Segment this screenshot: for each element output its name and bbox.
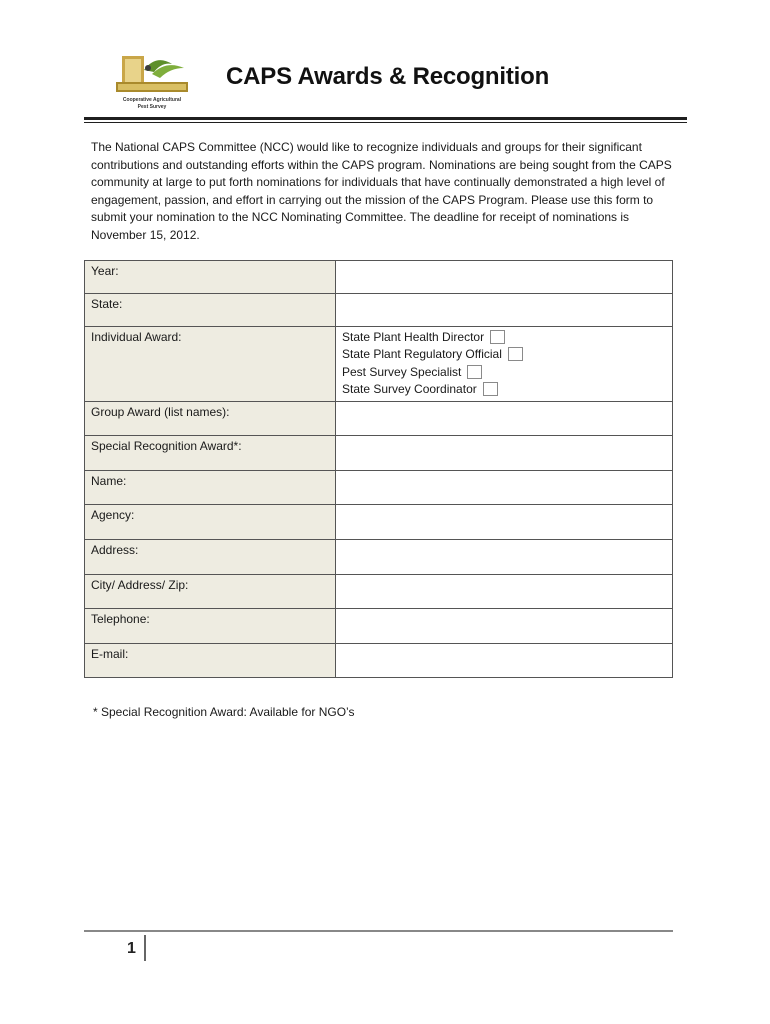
form-row-name [85, 471, 673, 505]
checkbox-state-plant-health-director[interactable] [490, 330, 505, 344]
form-row-telephone [85, 609, 673, 644]
address-label: Address: [85, 540, 336, 575]
checkbox-state-survey-coordinator[interactable] [483, 382, 498, 396]
state-label: State: [85, 294, 336, 327]
logo-text-line2: Pest Survey [137, 104, 167, 110]
telephone-field[interactable] [336, 609, 673, 644]
year-field[interactable] [336, 261, 673, 294]
telephone-label: Telephone: [85, 609, 336, 644]
form-row-email [85, 644, 673, 678]
intro-paragraph: The National CAPS Committee (NCC) would like to recognize individuals and groups for their significant contributions and outstanding efforts within the CAPS program. Nominations are being sought from the CAPS community at large to put forth nominations for individuals that have continually demonstrated a high level of engagement, passion, and effort in carrying out the mission of the CAPS Program. Please use this form to submit your nomination to the NCC Nominating Committee. The deadline for receipt of nominations is November 15, 2012. [91, 140, 672, 242]
year-label: Year: [85, 261, 336, 294]
form-row-group-award [85, 402, 673, 436]
special-award-field[interactable] [336, 436, 673, 471]
email-field[interactable] [336, 644, 673, 678]
group-award-field[interactable] [336, 402, 673, 436]
logo-text-line1: Cooperative Agricultural [122, 97, 182, 103]
form-row-city [85, 575, 673, 609]
checkbox-state-plant-regulatory-official[interactable] [508, 347, 523, 361]
form-row-state [85, 294, 673, 327]
footer-divider [84, 930, 673, 932]
city-label: City/ Address/ Zip: [85, 575, 336, 609]
form-row-special-award [85, 436, 673, 471]
footnote: * Special Recognition Award: Available for NGO’s [93, 705, 355, 719]
name-field[interactable] [336, 471, 673, 505]
form-row-address [85, 540, 673, 575]
checkbox-pest-survey-specialist[interactable] [467, 365, 482, 379]
title-divider-thin [84, 122, 687, 123]
page-number: 1 [127, 940, 136, 957]
option-state-plant-regulatory-official [342, 346, 666, 364]
address-field[interactable] [336, 540, 673, 575]
state-field[interactable] [336, 294, 673, 327]
name-label: Name: [85, 471, 336, 505]
individual-award-options [336, 327, 673, 402]
form-row-year [85, 261, 673, 294]
option-pest-survey-specialist [342, 363, 666, 381]
agency-field[interactable] [336, 505, 673, 540]
special-award-label: Special Recognition Award*: [85, 436, 336, 471]
option-label: State Plant Health Director [342, 329, 485, 344]
option-state-survey-coordinator [342, 381, 666, 399]
page-title: CAPS Awards & Recognition [226, 63, 550, 90]
page-number-separator [144, 935, 146, 961]
group-award-label: Group Award (list names): [85, 402, 336, 436]
option-label: Pest Survey Specialist [342, 364, 462, 379]
option-label: State Survey Coordinator [342, 382, 477, 397]
caps-logo [114, 50, 190, 112]
form-row-agency [85, 505, 673, 540]
nomination-form-table [84, 260, 673, 678]
agency-label: Agency: [85, 505, 336, 540]
city-field[interactable] [336, 575, 673, 609]
option-state-plant-health-director [342, 328, 666, 346]
individual-award-label: Individual Award: [85, 327, 336, 402]
form-row-individual-award [85, 327, 673, 402]
title-divider-thick [84, 117, 687, 120]
email-label: E-mail: [85, 644, 336, 678]
option-label: State Plant Regulatory Official [342, 347, 502, 362]
pest-detection-logo-graphic [114, 50, 190, 96]
